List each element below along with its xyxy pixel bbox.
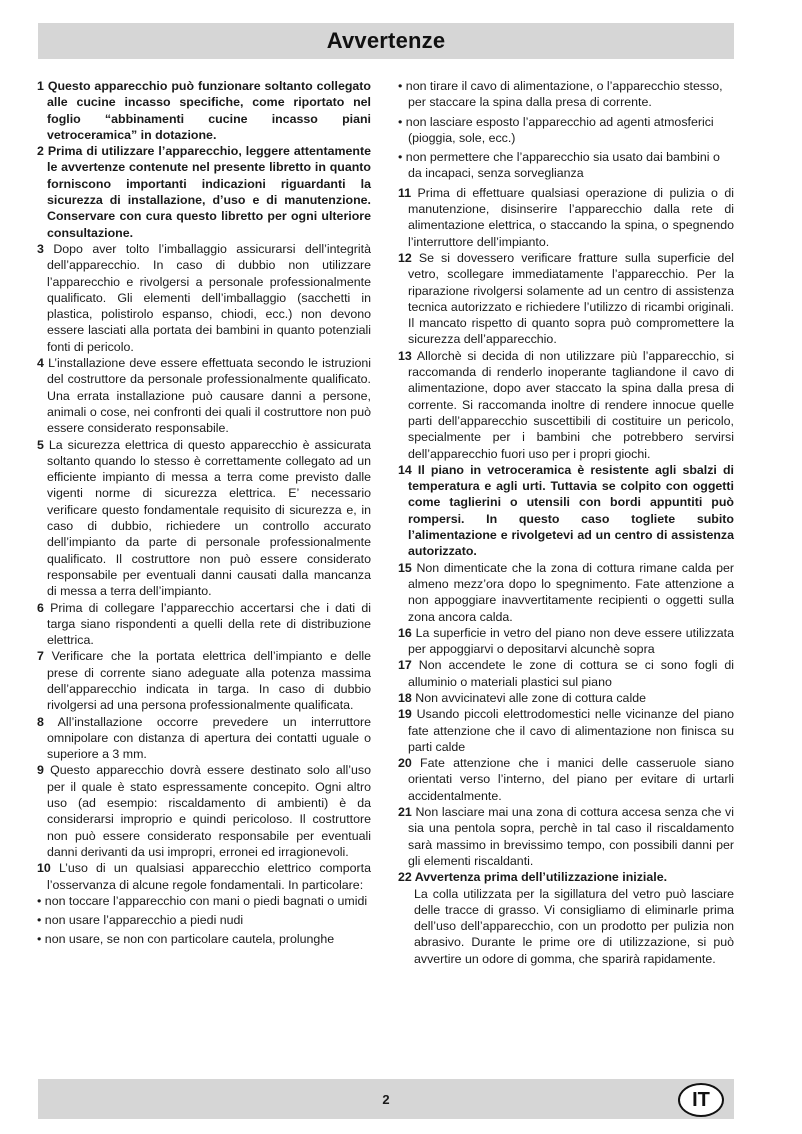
warning-item-16 <box>398 625 734 658</box>
warning-item-17 <box>398 657 734 690</box>
bullet-icon: • <box>37 913 42 928</box>
warning-item-19 <box>398 706 734 755</box>
item-text: Il piano in vetroceramica è resistente agli sbalzi di temperatura e agli urti. Tuttavia se colpito con oggetti come taglierini o utensili con bordi appuntiti può rompersi. In questo caso togliete subito l’alimentazione e rivolgetevi ad un centro di assistenza autorizzato. <box>408 462 735 559</box>
warning-item-3 <box>37 241 371 355</box>
page-number: 2 <box>382 1091 390 1107</box>
item-number: 8 <box>37 714 44 729</box>
bullet-icon: • <box>398 150 403 165</box>
item-text: All’installazione occorre prevedere un interruttore omnipolare con distanza di apertura dei contatti uguale o superiore a 3 mm. <box>47 714 371 762</box>
bullet-text: non permettere che l’apparecchio sia usato dai bambini o da incapaci, senza sorveglianza <box>405 150 720 181</box>
item-text: La sicurezza elettrica di questo apparecchio è assicurata soltanto quando lo stesso è correttamente collegato ad un efficiente impianto di messa a terra come previsto dalle vigenti norme di sicurezza elettrica. E’ necessario verificare questo fondamentale requisito di sicurezza e, in caso di dubbio, richiedere un controllo accurato dell’impianto da parte di personale professionalmente qualificato. Il costruttore non può essere considerato responsabile per eventuali danni causati dalla mancanza di messa a terra dell’impianto. <box>47 437 371 599</box>
item-number: 1 <box>37 79 44 93</box>
item-text: Fate attenzione che i manici delle casseruole siano orientati verso l’interno, del piano per evitare di urtarli accidentalmente. <box>408 756 734 803</box>
item-number: 22 <box>398 870 412 885</box>
item-number: 15 <box>398 560 412 575</box>
item-number: 13 <box>398 348 412 363</box>
bullet-text: non lasciare esposto l’apparecchio ad agenti atmosferici (pioggia, sole, ecc.) <box>405 114 714 145</box>
item-number: 17 <box>398 658 412 673</box>
warning-item-15 <box>398 560 734 625</box>
footer-bar <box>38 1079 734 1119</box>
item-number: 9 <box>37 763 44 778</box>
bullet-icon: • <box>37 893 42 908</box>
right-items <box>398 185 734 886</box>
language-badge: IT <box>678 1083 724 1117</box>
warning-item-12 <box>398 250 734 348</box>
bullet-icon: • <box>37 932 42 947</box>
item-text: Dopo aver tolto l’imballaggio assicurarsi dell’integrità dell’apparecchio. In caso di dubbio non utilizzare l’apparecchio e rivolgersi a personale professionalmente qualificato. Gli elementi dell’imballaggio (sacchetti in plastica, polistirolo espanso, chiodi, ecc.) non devono essere lasciati alla portata dei bambini in quanto potenziali fonti di pericolo. <box>47 241 371 354</box>
item-number: 12 <box>398 250 412 265</box>
left-column <box>37 78 371 998</box>
warning-item-11 <box>398 185 734 250</box>
bullet-item <box>398 78 734 111</box>
item-number: 5 <box>37 437 44 452</box>
warning-item-22 <box>398 869 734 885</box>
item-text: Prima di utilizzare l’apparecchio, leggere attentamente le avvertenze contenute nel presente libretto in quanto forniscono importanti indicazioni riguardanti la sicurezza di installazione, d’uso e di manutenzione. Conservare con cura questo libretto per ogni ulteriore consultazione. <box>47 144 371 240</box>
bullet-icon: • <box>398 114 403 129</box>
warning-item-7 <box>37 648 371 713</box>
warning-item-13 <box>398 348 734 462</box>
item-text: Prima di effettuare qualsiasi operazione di pulizia o di manutenzione, disinserire l’apparecchio dalla rete di alimentazione elettrica, o staccando la spina, o spegnendo l’interruttore dell’impianto. <box>408 185 734 249</box>
bullet-item <box>37 893 371 909</box>
item-number: 14 <box>398 462 412 477</box>
warning-item-5 <box>37 437 371 600</box>
item-text: Non dimenticate che la zona di cottura rimane calda per almeno mezz’ora dopo lo spegnimento. Fate attenzione a non appoggiare inavvertitamente recipienti o oggetti sulla zona ancora calda. <box>408 560 734 624</box>
left-bullets <box>37 893 371 948</box>
bullet-item <box>37 912 371 928</box>
item-number: 11 <box>398 185 412 200</box>
item-text: Usando piccoli elettrodomestici nelle vicinanze del piano fate attenzione che il cavo di alimentazione non finisca su parti calde <box>408 707 734 754</box>
bullet-text: non toccare l’apparecchio con mani o piedi bagnati o umidi <box>44 893 368 908</box>
item-text: Non lasciare mai una zona di cottura accesa senza che vi sia una pentola sopra, perchè in tal caso il riscaldamento sarà massimo in brevissimo tempo, con possibili danni per gli elementi riscaldanti. <box>408 805 734 868</box>
warning-item-14 <box>398 462 734 560</box>
warning-item-18 <box>398 690 734 706</box>
item-number: 3 <box>37 241 44 256</box>
warning-item-21 <box>398 804 734 869</box>
right-bullets <box>398 78 734 182</box>
item-text: L’uso di un qualsiasi apparecchio elettrico comporta l’osservanza di alcune regole fondamentali. In particolare: <box>47 861 371 892</box>
item-text: Verificare che la portata elettrica dell’impianto e delle prese di corrente siano adeguate alla potenza massima dell’apparecchio indicata in targa. In caso di dubbio rivolgersi ad una persona professionalmente qualificata. <box>47 649 371 713</box>
item-text: Allorchè si decida di non utilizzare più l’apparecchio, si raccomanda di renderlo inoperante tagliandone il cavo di alimentazione, dopo aver staccato la spina dalla presa di corrente. Si raccomanda inoltre di rendere innocue quelle parti dell’apparecchio suscettibili di costituire un pericolo, specialmente per i bambini che potrebbero servirsi dell’apparecchio fuori uso per i propri giochi. <box>408 348 734 461</box>
warning-item-6 <box>37 600 371 649</box>
item-number: 16 <box>398 625 412 640</box>
bullet-icon: • <box>398 79 403 93</box>
bullet-item <box>37 931 371 947</box>
page-title: Avvertenze <box>326 28 446 53</box>
warning-item-9 <box>37 762 371 860</box>
item-text: La superficie in vetro del piano non deve essere utilizzata per appoggiarvi o depositarvi alcunchè sopra <box>408 625 734 657</box>
warning-item-20 <box>398 755 734 804</box>
item-text: Prima di collegare l’apparecchio accertarsi che i dati di targa siano rispondenti a quelli della rete di distribuzione elettrica. <box>47 600 371 648</box>
warning-item-1 <box>37 78 371 143</box>
item-text: Non accendete le zone di cottura se ci sono fogli di alluminio o materiali plastici sul piano <box>408 658 734 689</box>
warning-item-8 <box>37 714 371 763</box>
warning-item-10 <box>37 860 371 893</box>
item-number: 4 <box>37 356 44 371</box>
item-text: Non avvicinatevi alle zone di cottura calde <box>415 690 646 705</box>
item-22-body: La colla utilizzata per la sigillatura del vetro può lasciare delle tracce di grasso. Vi consigliamo di eliminarle prima dell’uso dell’apparecchio, con un prodotto per pulizia non abrasivo. Durante le prime ore di utilizzazione, si può avvertire un odore di gomma, che sparirà rapidamente. <box>414 886 734 966</box>
item-number: 19 <box>398 707 412 722</box>
left-items <box>37 78 371 893</box>
item-number: 2 <box>37 144 44 159</box>
item-number: 21 <box>398 805 412 820</box>
item-number: 6 <box>37 600 44 615</box>
right-column <box>398 78 734 998</box>
item-number: 18 <box>398 690 412 705</box>
item-text: Avvertenza prima dell’utilizzazione iniziale. <box>414 870 668 885</box>
item-number: 10 <box>37 861 51 876</box>
bullet-item <box>398 149 734 182</box>
header-bar <box>38 23 734 59</box>
bullet-text: non usare, se non con particolare cautela, prolunghe <box>44 932 335 947</box>
item-number: 20 <box>398 756 412 771</box>
warning-item-2 <box>37 143 371 241</box>
bullet-text: non usare l’apparecchio a piedi nudi <box>44 913 244 928</box>
bullet-item <box>398 114 734 147</box>
item-text: Questo apparecchio dovrà essere destinato solo all’uso per il quale è stato espressamente concepito. Ogni altro uso (ad esempio: riscaldamento di ambienti) è da considerarsi improprio e quindi pericoloso. Il costruttore non può essere considerato responsabile per eventuali danni derivanti da usi impropri, erronei ed irragionevoli. <box>47 763 371 859</box>
item-text: Se si dovessero verificare fratture sulla superficie del vetro, scollegare immediatamente l’apparecchio. Per la riparazione rivolgersi solamente ad un centro di assistenza tecnica autorizzato e richiedere l’utilizzo di ricambi originali. Il mancato rispetto di quanto sopra può compromettere la sicurezza dell’apparecchio. <box>408 250 734 347</box>
item-text: L’installazione deve essere effettuata secondo le istruzioni del costruttore da personale professionalmente qualificato. Una errata installazione può causare danni a persone, animali o cose, nei confronti dei quali il costruttore non può essere considerato responsabile. <box>47 356 371 436</box>
content-columns <box>37 78 734 998</box>
warning-item-4 <box>37 355 371 436</box>
item-text: Questo apparecchio può funzionare soltanto collegato alle cucine incasso specifiche, come riportato nel foglio “abbinamenti cucine incasso piani vetroceramica” in dotazione. <box>47 79 371 142</box>
bullet-text: non tirare il cavo di alimentazione, o l’apparecchio stesso, per staccare la spina dalla presa di corrente. <box>405 79 723 110</box>
item-number: 7 <box>37 649 44 664</box>
